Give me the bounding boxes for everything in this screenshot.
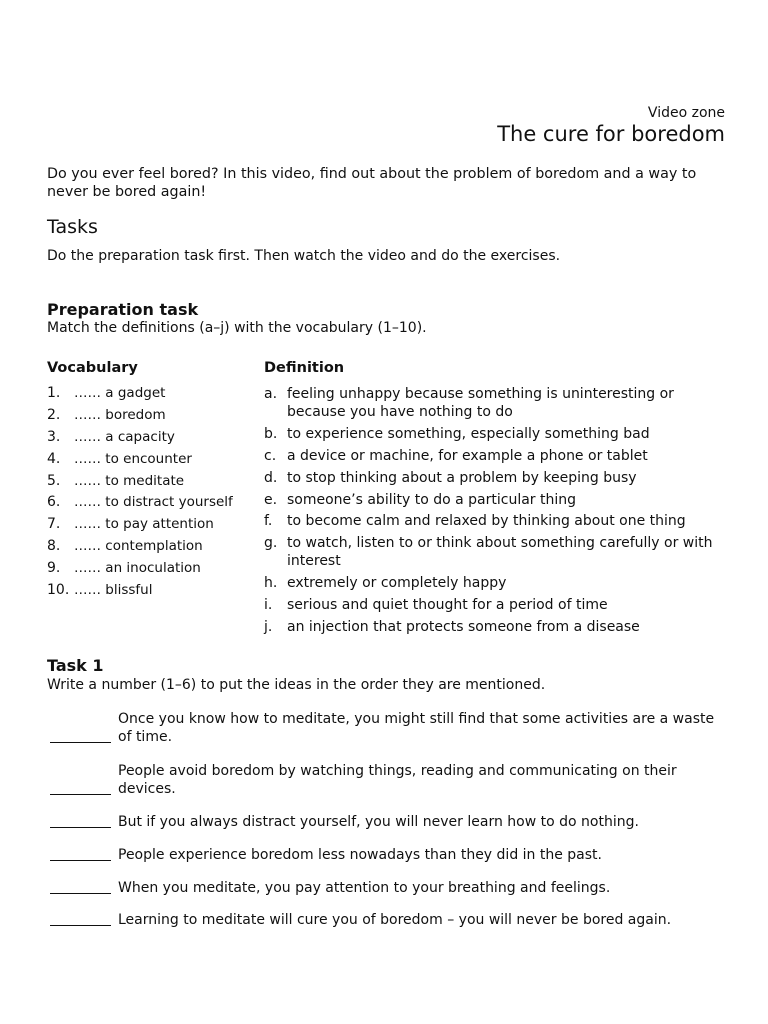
definition-list	[264, 385, 724, 640]
answer-blank[interactable]	[50, 742, 111, 743]
vocabulary-item	[47, 429, 233, 451]
definition-letter: b.	[264, 425, 278, 442]
vocabulary-term: …… contemplation	[74, 538, 203, 555]
definition-item	[264, 491, 724, 509]
vocabulary-term: …… a capacity	[74, 428, 175, 445]
vocabulary-term: …… to distract yourself	[74, 494, 233, 511]
definition-letter: g.	[264, 535, 278, 552]
definition-item	[264, 385, 724, 421]
definition-text: to become calm and relaxed by thinking about one thing	[287, 513, 686, 530]
definition-letter: d.	[264, 469, 278, 486]
definition-letter: j.	[264, 619, 273, 636]
definition-letter: c.	[264, 447, 277, 464]
definition-item	[264, 534, 724, 570]
vocabulary-number: 9.	[47, 560, 61, 577]
order-item	[50, 846, 730, 864]
definition-letter: a.	[264, 386, 278, 402]
definition-item	[264, 512, 724, 530]
vocabulary-number: 6.	[47, 494, 61, 511]
definition-text: an injection that protects someone from a disease	[287, 619, 640, 636]
definition-text: to experience something, especially something bad	[287, 425, 650, 442]
vocabulary-number: 4.	[47, 450, 61, 467]
definition-letter: f.	[264, 513, 273, 530]
vocabulary-term: …… a gadget	[74, 385, 166, 401]
definition-item	[264, 574, 724, 592]
tasks-heading: Tasks	[47, 216, 98, 238]
order-item	[50, 911, 730, 929]
definition-text: a device or machine, for example a phone or tablet	[287, 447, 648, 464]
vocabulary-item	[47, 407, 233, 429]
task1-instruction: Write a number (1–6) to put the ideas in the order they are mentioned.	[47, 677, 546, 693]
definition-letter: h.	[264, 575, 278, 592]
vocabulary-number: 1.	[47, 385, 61, 401]
definition-item	[264, 425, 724, 443]
vocabulary-item	[47, 582, 233, 604]
vocabulary-item	[47, 494, 233, 516]
preparation-heading: Preparation task	[47, 300, 199, 319]
definition-column-heading: Definition	[264, 360, 345, 376]
page-title: The cure for boredom	[497, 122, 725, 146]
definition-text: to watch, listen to or think about something carefully or with interest	[287, 535, 713, 570]
order-item-text: Learning to meditate will cure you of boredom – you will never be bored again.	[118, 912, 672, 928]
vocabulary-item	[47, 516, 233, 538]
definition-text: extremely or completely happy	[287, 575, 507, 592]
tasks-instruction: Do the preparation task first. Then watch the video and do the exercises.	[47, 248, 561, 264]
definition-text: serious and quiet thought for a period of time	[287, 597, 608, 614]
vocabulary-number: 2.	[47, 406, 61, 423]
vocabulary-term: …… boredom	[74, 406, 166, 423]
order-item-text: People avoid boredom by watching things, reading and communicating on their devices.	[118, 763, 677, 797]
definition-letter: e.	[264, 491, 278, 508]
vocabulary-item	[47, 473, 233, 495]
definition-text: feeling unhappy because something is uninteresting or because you have nothing to do	[287, 386, 674, 420]
order-item	[50, 710, 730, 746]
vocabulary-term: …… blissful	[74, 582, 153, 599]
vocabulary-item	[47, 538, 233, 560]
vocabulary-item	[47, 385, 233, 407]
definition-item	[264, 447, 724, 465]
definition-item	[264, 469, 724, 487]
vocabulary-term: …… to meditate	[74, 472, 185, 489]
definition-item	[264, 618, 724, 636]
definition-text: someone’s ability to do a particular thing	[287, 491, 577, 508]
vocabulary-item	[47, 560, 233, 582]
vocabulary-number: 3.	[47, 428, 61, 445]
order-item	[50, 879, 730, 897]
intro-paragraph: Do you ever feel bored? In this video, find out about the problem of boredom and a way to never be bored again!	[47, 166, 697, 200]
section-label: Video zone	[647, 105, 725, 121]
order-item-text: Once you know how to meditate, you might still find that some activities are a waste of time.	[118, 711, 715, 745]
vocabulary-item	[47, 451, 233, 473]
order-item-text: When you meditate, you pay attention to your breathing and feelings.	[118, 880, 611, 896]
vocabulary-number: 8.	[47, 538, 61, 555]
answer-blank[interactable]	[50, 827, 111, 828]
vocabulary-term: …… to encounter	[74, 450, 192, 467]
vocabulary-list	[47, 385, 233, 604]
definition-text: to stop thinking about a problem by keeping busy	[287, 469, 637, 486]
answer-blank[interactable]	[50, 860, 111, 861]
vocabulary-term: …… to pay attention	[74, 516, 214, 533]
order-item	[50, 762, 730, 798]
answer-blank[interactable]	[50, 893, 111, 894]
vocabulary-column-heading: Vocabulary	[47, 360, 138, 376]
vocabulary-number: 7.	[47, 516, 61, 533]
order-item	[50, 813, 730, 831]
order-item-text: People experience boredom less nowadays than they did in the past.	[118, 847, 602, 863]
vocabulary-term: …… an inoculation	[74, 560, 201, 577]
answer-blank[interactable]	[50, 925, 111, 926]
definition-item	[264, 596, 724, 614]
vocabulary-number: 5.	[47, 472, 61, 489]
vocabulary-number: 10.	[47, 582, 70, 599]
task1-heading: Task 1	[47, 656, 104, 675]
definition-letter: i.	[264, 597, 273, 614]
preparation-instruction: Match the definitions (a–j) with the vocabulary (1–10).	[47, 320, 427, 336]
answer-blank[interactable]	[50, 794, 111, 795]
order-item-text: But if you always distract yourself, you will never learn how to do nothing.	[118, 814, 639, 830]
